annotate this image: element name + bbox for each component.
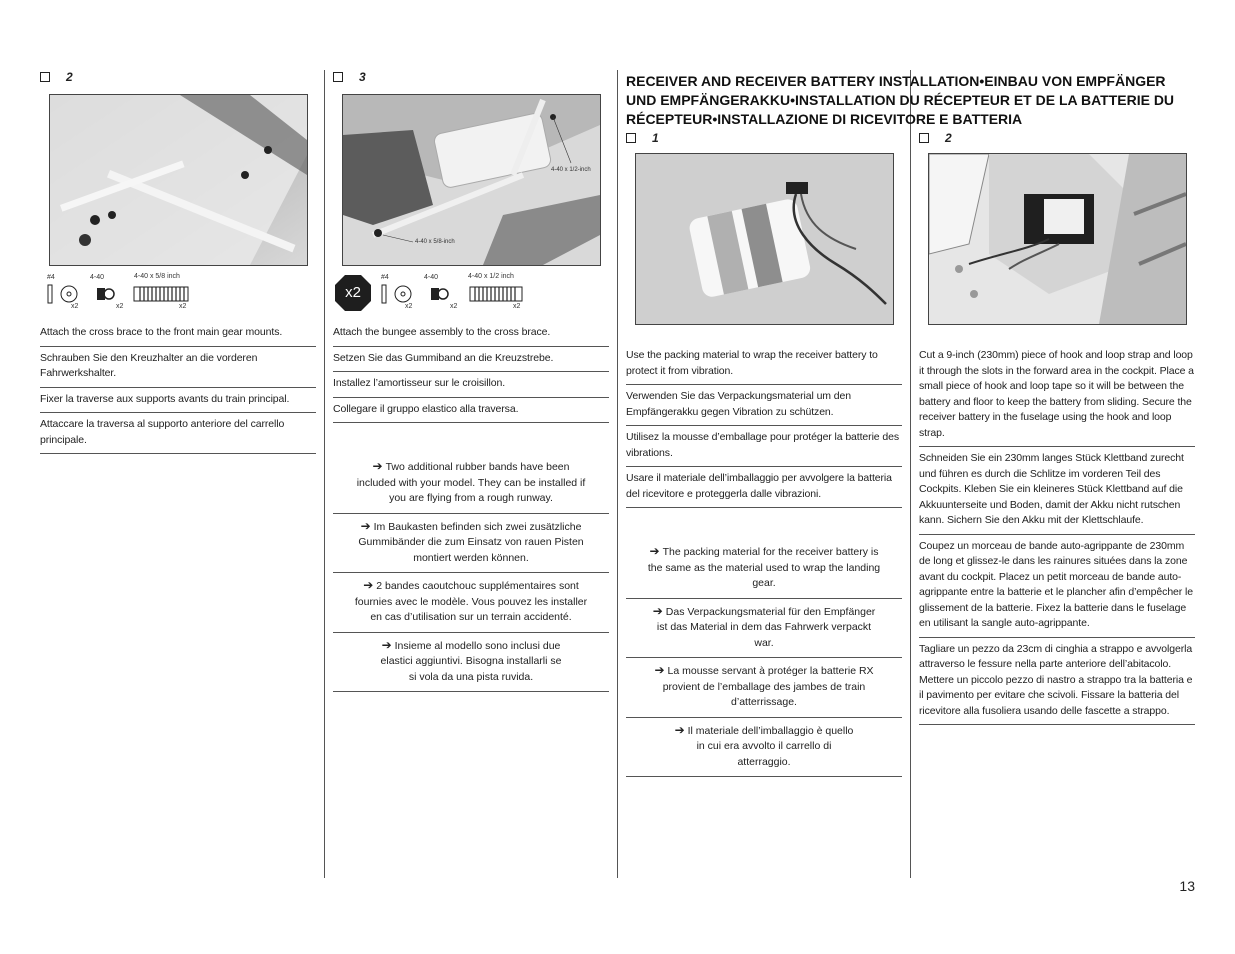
notes-list (333, 454, 609, 692)
arrow-icon: ➔ (652, 603, 663, 618)
hardware-label: 4-40 x 1/2 inch (468, 273, 514, 280)
step-header (333, 70, 609, 84)
instruction-de: Schneiden Sie ein 230mm langes Stück Klettband zurecht und führen es durch die Schlitze im vorderen Teil des Cockpits. Kleben Sie ein kleineres Stück Klettband auf die Akkuunterseite und Boden, damit der Akku nicht rutschen kann. Sichern Sie den Akku mit der Klettschlaufe. (919, 447, 1195, 535)
hardware-icons (46, 284, 196, 304)
notes-list (626, 539, 902, 777)
checkbox-icon[interactable] (40, 72, 50, 82)
arrow-icon: ➔ (649, 544, 660, 558)
checkbox-icon[interactable] (919, 133, 929, 143)
hardware-icons (380, 284, 530, 304)
hardware-qty: x2 (450, 303, 458, 310)
note-fr: ➔ 2 bandes caoutchouc supplémentaires sont fournies avec le modèle. Vous pouvez les installer en cas d’utilisation sur un terrain accidenté. (333, 573, 609, 633)
note-de: ➔ Im Baukasten befinden sich zwei zusätzliche Gummibänder die zum Einsatz von rauen Pisten montiert werden können. (333, 514, 609, 574)
page-number: 13 (1179, 878, 1195, 894)
hardware-qty: x2 (116, 303, 124, 310)
arrow-icon: ➔ (654, 663, 665, 677)
instruction-list (626, 344, 902, 508)
arrow-icon: ➔ (363, 578, 374, 592)
note-it: ➔ Il materiale dell’imballaggio è quello in cui era avvolto il carrello di atterraggio. (626, 718, 902, 778)
step-number: 2 (66, 70, 73, 84)
step-number: 2 (945, 131, 952, 145)
instruction-de: Setzen Sie das Gummiband an die Kreuzstrebe. (333, 347, 609, 373)
checkbox-icon[interactable] (333, 72, 343, 82)
column-step-2 (40, 70, 316, 84)
instruction-it: Attaccare la traversa al supporto anteriore del carrello principale. (40, 413, 316, 454)
note-fr: ➔ La mousse servant à protéger la batterie RX provient de l’emballage des jambes de train d’atterrissage. (626, 658, 902, 718)
instruction-fr: Fixer la traverse aux supports avants du train principal. (40, 388, 316, 414)
callout-label: 4-40 x 1/2-inch (551, 167, 591, 173)
instruction-list (333, 321, 609, 423)
arrow-icon: ➔ (372, 459, 383, 473)
column-divider (617, 70, 618, 878)
callout-label: 4-40 x 5/8-inch (415, 239, 455, 245)
quantity-badge-label: x2 (345, 284, 361, 301)
instruction-en: Attach the cross brace to the front main gear mounts. (40, 321, 316, 347)
note-de: ➔ Das Verpackungsmaterial für den Empfänger ist das Material in dem das Fahrwerk verpackt war. (626, 599, 902, 659)
instruction-list (919, 344, 1195, 725)
column-divider (910, 70, 911, 878)
column-divider (324, 70, 325, 878)
hardware-qty: x2 (405, 303, 413, 310)
note-en: ➔ The packing material for the receiver battery is the same as the material used to wrap the landing gear. (626, 539, 902, 599)
instruction-it: Tagliare un pezzo da 23cm di cinghia a strappo e avvolgerla attraverso le fessure nella parte anteriore dell’abitacolo. Mettere un piccolo pezzo di nastro a strappo tra la batteria e il pavimento per evitare che scivoli. Fissare la batteria del ricevitore alla fusoliera usando delle fascette a strappo. (919, 638, 1195, 726)
hardware-label: 4-40 x 5/8 inch (134, 273, 180, 280)
arrow-icon: ➔ (381, 637, 392, 652)
instruction-en: Attach the bungee assembly to the cross brace. (333, 321, 609, 347)
hardware-label: 4-40 (424, 274, 439, 281)
hardware-qty: x2 (71, 303, 79, 310)
arrow-icon: ➔ (360, 518, 371, 533)
gear-photo (49, 94, 308, 266)
note-en: ➔ Two additional rubber bands have been included with your model. They can be installed if you are flying from a rough runway. (333, 454, 609, 514)
hardware-label: 4-40 (90, 274, 105, 281)
battery-photo (635, 153, 894, 325)
step-number: 3 (359, 70, 366, 84)
instruction-list (40, 321, 316, 454)
cockpit-photo (928, 153, 1187, 325)
step-number: 1 (652, 131, 659, 145)
instruction-fr: Utilisez la mousse d’emballage pour protéger la batterie des vibrations. (626, 426, 902, 467)
note-it: ➔ Insieme al modello sono inclusi due elastici aggiuntivi. Bisogna installarli se si vola da una pista ruvida. (333, 633, 609, 693)
hardware-label: #4 (47, 274, 55, 281)
step-header (40, 70, 316, 84)
step-header (626, 131, 659, 145)
arrow-icon: ➔ (674, 722, 685, 737)
hardware-qty: x2 (179, 303, 187, 310)
hardware-label: #4 (381, 274, 389, 281)
bungee-photo (342, 94, 601, 266)
hardware-qty: x2 (513, 303, 521, 310)
step-header (919, 131, 952, 145)
instruction-it: Usare il materiale dell’imballaggio per avvolgere la batteria del ricevitore e proteggerla dalle vibrazioni. (626, 467, 902, 508)
instruction-it: Collegare il gruppo elastico alla traversa. (333, 398, 609, 424)
instruction-de: Schrauben Sie den Kreuzhalter an die vorderen Fahrwerkshalter. (40, 347, 316, 388)
instruction-fr: Coupez un morceau de bande auto-agrippante de 230mm de long et glissez-le dans les rainures situées dans la zone avant du cockpit. Placez un petit morceau de bande auto-agrippante entre la batterie et le plancher afin d’empêcher le glissement de la batterie. Fixez la batterie dans le fuselage en utilisant la sangle auto-agrippante. (919, 535, 1195, 638)
checkbox-icon[interactable] (626, 133, 636, 143)
section-title: RECEIVER AND RECEIVER BATTERY INSTALLATION•EINBAU VON EMPFÄNGER UND EMPFÄNGERAKKU•INSTALLATION DU RÉCEPTEUR ET DE LA BATTERIE DU RÉCEPTEUR•INSTALLAZIONE DI RICEVITORE E BATTERIA (626, 73, 1175, 127)
instruction-en: Use the packing material to wrap the receiver battery to protect it from vibration. (626, 344, 902, 385)
instruction-en: Cut a 9-inch (230mm) piece of hook and loop strap and loop it through the slots in the forward area in the cockpit. Place a small piece of hook and loop tape so it will be between the battery and floor to keep the battery from sliding. Secure the receiver battery in the fuselage using the hook and loop strap. (919, 344, 1195, 447)
column-step-3 (333, 70, 609, 84)
instruction-de: Verwenden Sie das Verpackungsmaterial um den Empfängerakku gegen Vibration zu schützen. (626, 385, 902, 426)
instruction-fr: Installez l’amortisseur sur le croisillon. (333, 372, 609, 398)
